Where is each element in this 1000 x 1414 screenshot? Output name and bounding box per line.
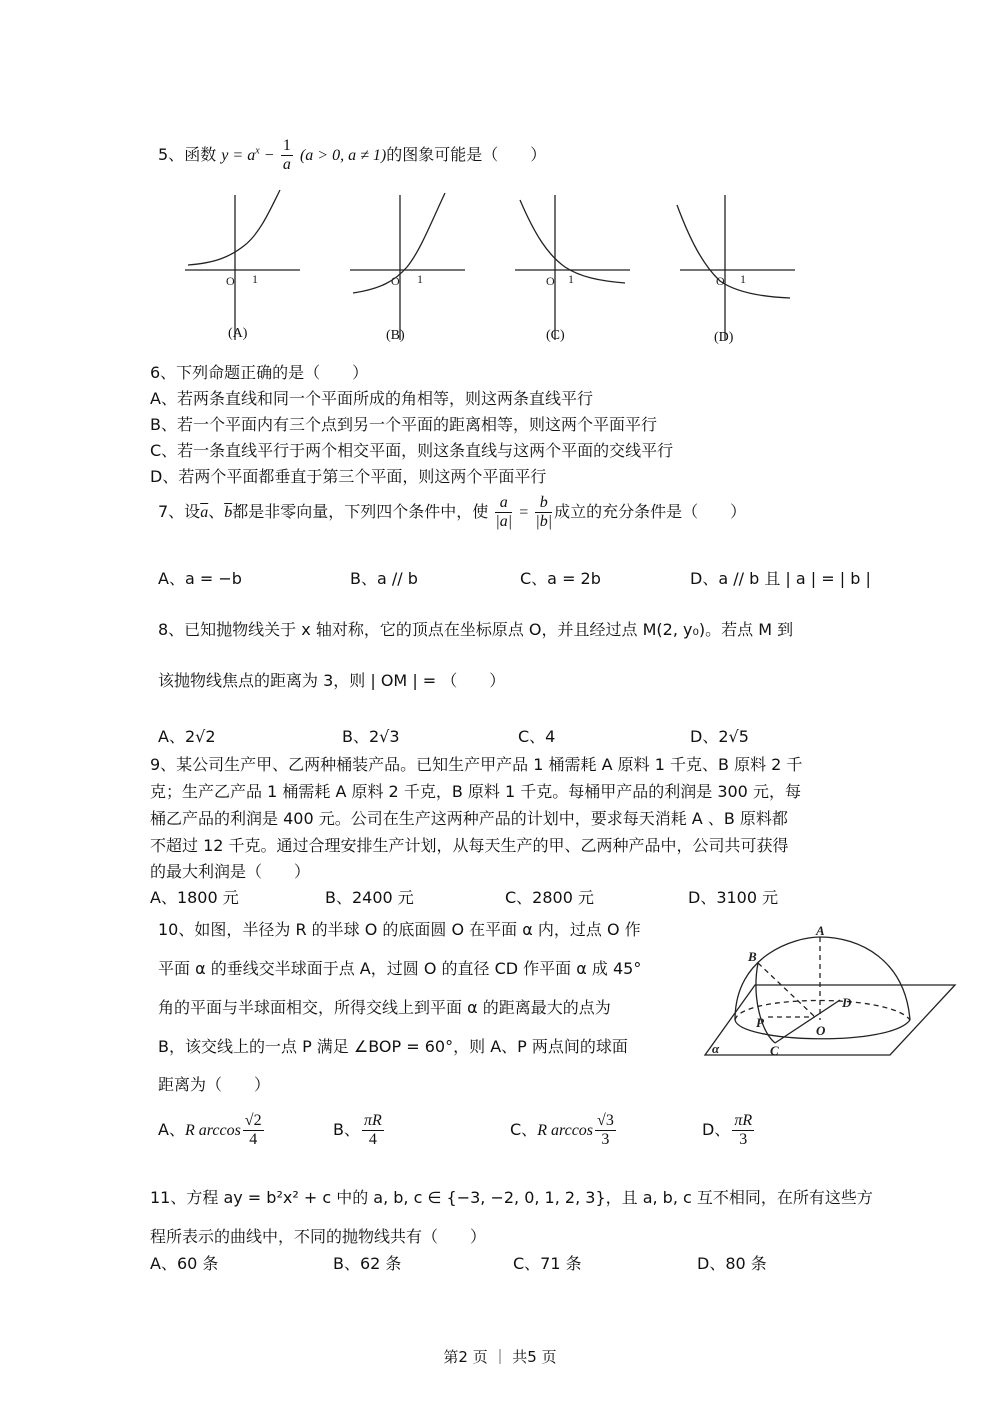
graph-d bbox=[677, 195, 795, 340]
q10-option-a bbox=[158, 1112, 266, 1149]
label-c: C bbox=[770, 1043, 779, 1058]
tick-a: 1 bbox=[252, 272, 258, 286]
q5-lead: 函数 bbox=[184, 145, 217, 164]
page-footer: 第2 页 ｜ 共5 页 bbox=[443, 1348, 557, 1366]
q7-eq: = bbox=[519, 504, 529, 521]
q5-frac-den: a bbox=[282, 156, 291, 173]
q7-option-a: A、a = −b bbox=[158, 569, 242, 588]
q11-line2: 程所表示的曲线中，不同的抛物线共有（ ） bbox=[150, 1227, 487, 1246]
q5-formula-left: y = a bbox=[221, 147, 256, 164]
origin-b: O bbox=[391, 274, 400, 288]
q7-frac2-den: |b| bbox=[535, 513, 553, 530]
label-p: P bbox=[756, 1015, 764, 1030]
q11-option-c: C、71 条 bbox=[513, 1254, 582, 1273]
q5-fraction bbox=[281, 137, 293, 174]
q7-option-d: D、a // b 且 | a | = | b | bbox=[690, 569, 871, 588]
q10-d-num: πR bbox=[734, 1112, 753, 1129]
q9-line3: 桶乙产品的利润是 400 元。公司在生产这两种产品的计划中，要求每天消耗 A 、B 原料都 bbox=[150, 809, 788, 828]
q10-line3: 角的平面与半球面相交，所得交线上到平面 α 的距离最大的点为 bbox=[158, 998, 611, 1017]
q7-stem-a: 7、设 bbox=[158, 502, 201, 521]
q10-c-frac bbox=[595, 1112, 616, 1149]
q5-number: 5、 bbox=[158, 145, 185, 164]
label-a: A bbox=[816, 925, 825, 938]
origin-c: O bbox=[546, 274, 555, 288]
q9-line1: 9、某公司生产甲、乙两种桶装产品。已知生产甲产品 1 桶需耗 A 原料 1 千克、B 原料 2 千 bbox=[150, 755, 803, 774]
graph-a bbox=[185, 190, 300, 340]
q11-option-a: A、60 条 bbox=[150, 1254, 219, 1273]
q9-option-d: D、3100 元 bbox=[688, 888, 779, 907]
q8-option-a: A、2√2 bbox=[158, 727, 216, 746]
q5-formula-exp: x bbox=[255, 145, 260, 157]
tick-c: 1 bbox=[568, 272, 574, 286]
q9-line5: 的最大利润是（ ） bbox=[150, 862, 311, 881]
graph-c-label: (C) bbox=[546, 328, 565, 343]
plane-alpha bbox=[705, 985, 955, 1055]
q9-line2: 克；生产乙产品 1 桶需耗 A 原料 2 千克，B 原料 1 千克。每桶甲产品的利润是 300 元，每 bbox=[150, 782, 801, 801]
q9-option-a: A、1800 元 bbox=[150, 888, 239, 907]
label-b: B bbox=[748, 949, 757, 964]
q10-line2: 平面 α 的垂线交半球面于点 A，过圆 O 的直径 CD 作平面 α 成 45° bbox=[158, 959, 642, 978]
q10-option-b bbox=[333, 1112, 386, 1149]
q7-frac2 bbox=[535, 494, 552, 531]
q5-condition: (a > 0, a ≠ 1) bbox=[299, 147, 387, 164]
q6-option-d: D、若两个平面都垂直于第三个平面，则这两个平面平行 bbox=[150, 467, 547, 486]
origin-d: O bbox=[716, 274, 725, 288]
q9-option-c: C、2800 元 bbox=[505, 888, 594, 907]
q10-d-den: 3 bbox=[739, 1131, 748, 1148]
origin-a: O bbox=[226, 274, 235, 288]
q10-hemisphere-figure bbox=[700, 925, 960, 1065]
graph-b bbox=[350, 193, 465, 340]
q10-b-pre: B、 bbox=[333, 1120, 360, 1139]
q6-option-c: C、若一条直线平行于两个相交平面，则这条直线与这两个平面的交线平行 bbox=[150, 441, 674, 460]
q5-frac-num: 1 bbox=[282, 137, 291, 154]
q7-stem bbox=[158, 494, 746, 531]
q7-option-b: B、a // b bbox=[350, 569, 418, 588]
q5-stem bbox=[158, 137, 546, 174]
q10-d-frac bbox=[732, 1112, 754, 1149]
q5-tail: 的图象可能是（ ） bbox=[386, 145, 547, 164]
q7-sep: 、 bbox=[208, 502, 225, 521]
q7-option-c: C、a = 2b bbox=[520, 569, 601, 588]
graph-c bbox=[515, 195, 630, 340]
q9-option-b: B、2400 元 bbox=[325, 888, 414, 907]
q10-a-pre: A、 bbox=[158, 1120, 185, 1139]
q10-line4: B，该交线上的一点 P 满足 ∠BOP = 60°，则 A、P 两点间的球面 bbox=[158, 1037, 628, 1056]
graph-b-label: (B) bbox=[386, 328, 405, 343]
graph-d-label: (D) bbox=[714, 330, 734, 345]
q8-option-b: B、2√3 bbox=[342, 727, 400, 746]
q7-frac1-den: |a| bbox=[495, 513, 513, 530]
q10-option-d bbox=[702, 1112, 756, 1149]
q8-option-c: C、4 bbox=[518, 727, 556, 746]
label-alpha: α bbox=[712, 1041, 720, 1056]
q11-option-b: B、62 条 bbox=[333, 1254, 402, 1273]
q8-option-d: D、2√5 bbox=[690, 727, 749, 746]
q6-option-a: A、若两条直线和同一个平面所成的角相等，则这两条直线平行 bbox=[150, 389, 593, 408]
q10-a-num: √2 bbox=[244, 1112, 262, 1129]
q10-option-c bbox=[510, 1112, 618, 1149]
label-d: D bbox=[842, 995, 852, 1010]
q8-line1: 8、已知抛物线关于 x 轴对称，它的顶点在坐标原点 O，并且经过点 M(2, y₀)。若点 M 到 bbox=[158, 620, 794, 639]
intersection-curve bbox=[756, 963, 775, 1043]
q7-stem-c: 成立的充分条件是（ ） bbox=[554, 502, 747, 521]
graph-a-label: (A) bbox=[228, 326, 248, 341]
q10-line5: 距离为（ ） bbox=[158, 1075, 271, 1094]
q10-b-den: 4 bbox=[368, 1131, 377, 1148]
q10-a-den: 4 bbox=[249, 1131, 258, 1148]
tick-b: 1 bbox=[417, 272, 423, 286]
q6-stem: 6、下列命题正确的是（ ） bbox=[150, 363, 369, 382]
q10-c-den: 3 bbox=[601, 1131, 610, 1148]
q7-frac1-num: a bbox=[495, 494, 512, 513]
q10-c-pre: C、 bbox=[510, 1120, 538, 1139]
label-o: O bbox=[816, 1023, 826, 1038]
q8-line2: 该抛物线焦点的距离为 3，则 | OM | = （ ） bbox=[158, 671, 506, 690]
q7-frac2-num: b bbox=[535, 494, 552, 513]
q10-d-pre: D、 bbox=[702, 1120, 731, 1139]
q10-c-num: √3 bbox=[597, 1112, 614, 1129]
q7-vec-b: $\overline{b}$ bbox=[224, 504, 233, 521]
q10-line1: 10、如图，半径为 R 的半球 O 的底面圆 O 在平面 α 内，过点 O 作 bbox=[158, 920, 641, 939]
q11-option-d: D、80 条 bbox=[697, 1254, 767, 1273]
q7-frac1 bbox=[495, 494, 512, 531]
q11-line1: 11、方程 ay = b²x² + c 中的 a, b, c ∈ {−3, −2, 0, 1, 2, 3}，且 a, b, c 互不相同，在所有这些方 bbox=[150, 1188, 873, 1207]
tick-d: 1 bbox=[740, 272, 746, 286]
q10-b-frac bbox=[362, 1112, 384, 1149]
q10-a-frac bbox=[243, 1112, 264, 1149]
q10-a-text: R arccos bbox=[184, 1122, 241, 1139]
line-ob bbox=[758, 963, 815, 1017]
diameter-cd bbox=[775, 1000, 840, 1043]
q10-b-num: πR bbox=[363, 1112, 382, 1129]
q9-line4: 不超过 12 千克。通过合理安排生产计划，从每天生产的甲、乙两种产品中，公司共可获得 bbox=[150, 836, 789, 855]
q6-option-b: B、若一个平面内有三个点到另一个平面的距离相等，则这两个平面平行 bbox=[150, 415, 657, 434]
q5-formula-minus: − bbox=[264, 147, 274, 164]
q10-c-text: R arccos bbox=[537, 1122, 594, 1139]
q7-vec-a: $\overline{a}$ bbox=[200, 504, 209, 521]
q7-stem-b: 都是非零向量，下列四个条件中，使 bbox=[232, 502, 489, 521]
